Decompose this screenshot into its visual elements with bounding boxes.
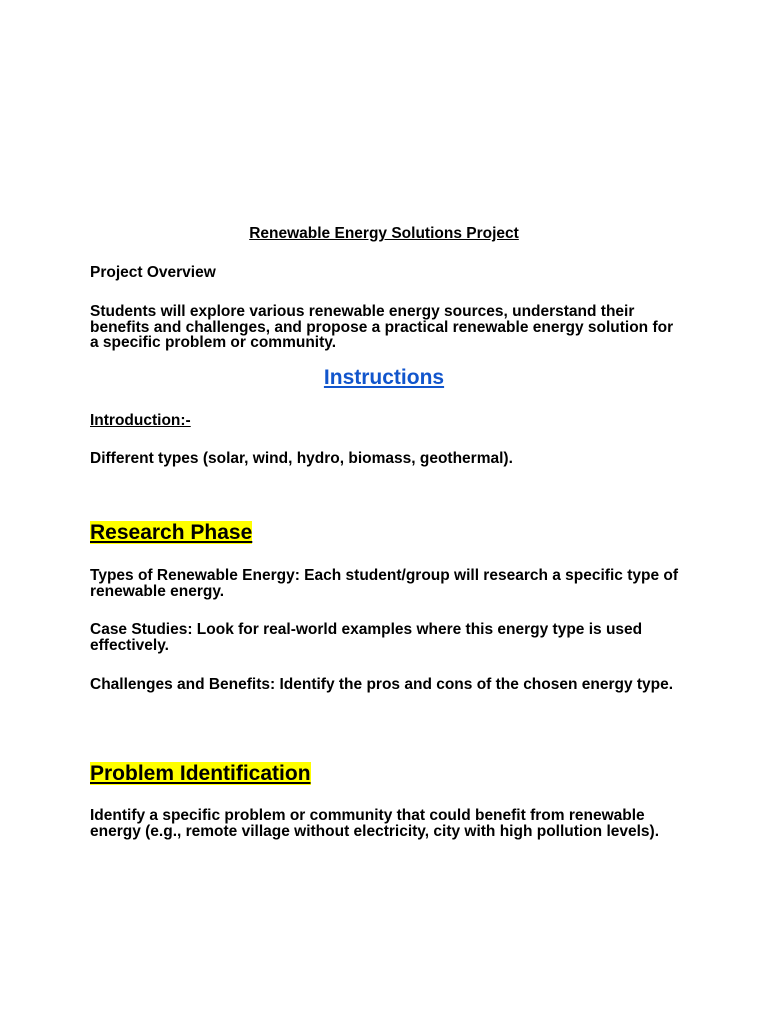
research-phase-heading-text: Research Phase <box>90 521 253 544</box>
introduction-text: Different types (solar, wind, hydro, biomass, geothermal). <box>90 450 513 467</box>
introduction-label: Introduction:- <box>90 412 191 429</box>
research-item-types: Types of Renewable Energy: Each student/group will research a specific type of renewable energy. <box>90 567 679 600</box>
document-title: Renewable Energy Solutions Project <box>249 225 519 242</box>
problem-identification-text: Identify a specific problem or community that could benefit from renewable energy (e.g., remote village without electricity, city with high pollution levels). <box>90 807 660 840</box>
project-overview-text: Students will explore various renewable energy sources, understand their benefits and challenges, and propose a practical renewable energy solution for a specific problem or community. <box>90 303 674 351</box>
instructions-heading: Instructions <box>323 366 445 389</box>
research-item-challenges: Challenges and Benefits: Identify the pros and cons of the chosen energy type. <box>90 676 674 693</box>
research-item-case-studies: Case Studies: Look for real-world examples where this energy type is used effectively. <box>90 621 643 654</box>
project-overview-label: Project Overview <box>90 264 216 281</box>
problem-identification-heading-text: Problem Identification <box>90 762 311 785</box>
problem-identification-heading <box>90 762 680 786</box>
research-phase-heading <box>90 521 680 545</box>
